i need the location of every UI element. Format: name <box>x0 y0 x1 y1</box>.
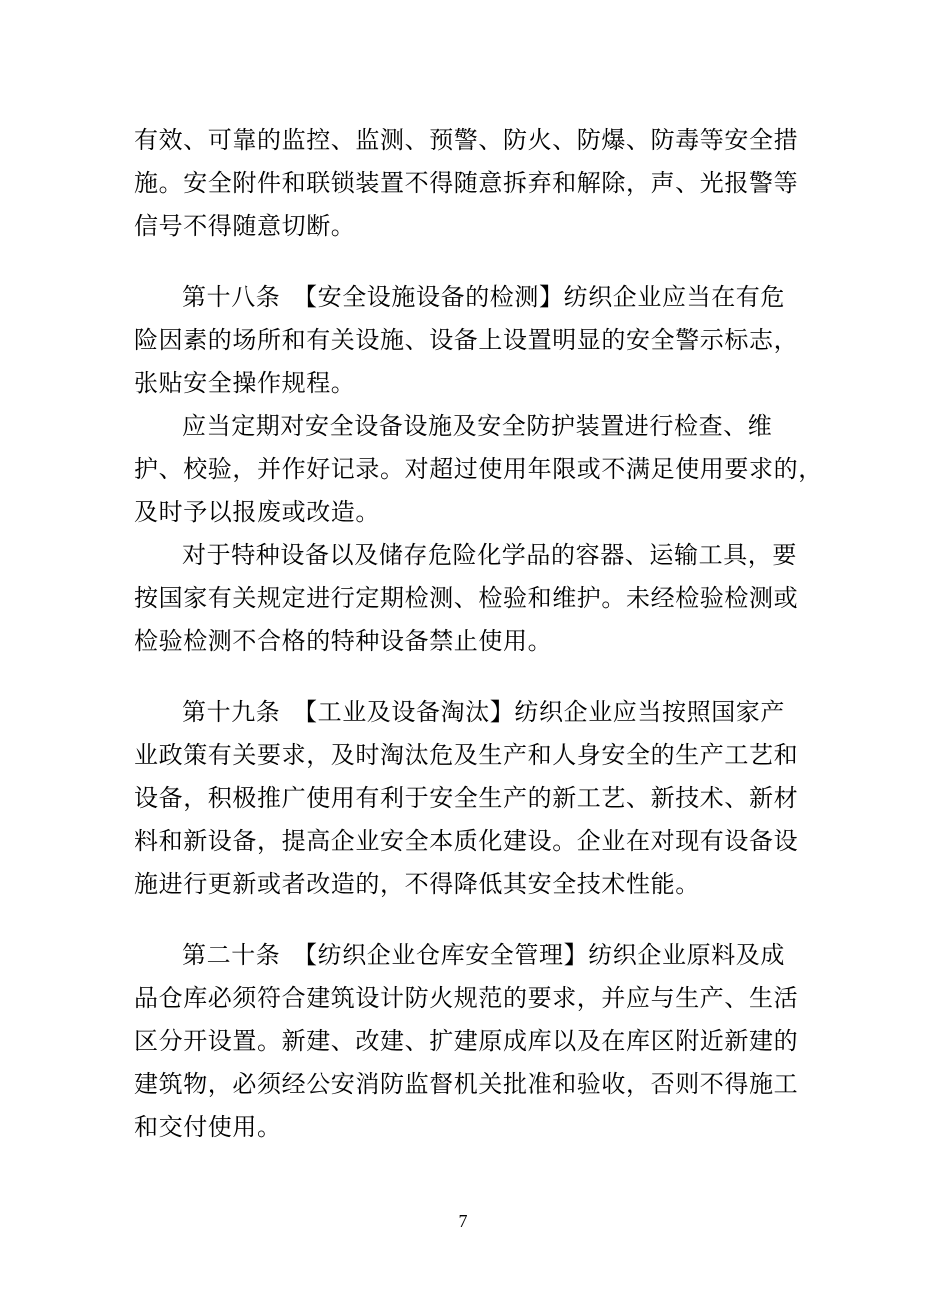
text-line: 品仓库必须符合建筑设计防火规范的要求，并应与生产、生活 <box>134 984 799 1012</box>
text-line: 及时予以报废或改造。 <box>134 498 380 526</box>
page-number: 7 <box>458 1211 468 1231</box>
text-line: 设备，积极推广使用有利于安全生产的新工艺、新技术、新材 <box>134 784 799 812</box>
text-line: 应当定期对安全设备设施及安全防护装置进行检查、维 <box>182 412 773 440</box>
text-line: 张贴安全操作规程。 <box>134 369 356 397</box>
text-line: 料和新设备，提高企业安全本质化建设。企业在对现有设备设 <box>134 827 799 855</box>
text-line: 按国家有关规定进行定期检测、检验和维护。未经检验检测或 <box>134 584 799 612</box>
text-line: 险因素的场所和有关设施、设备上设置明显的安全警示标志， <box>134 326 799 354</box>
text-line: 第十八条 【安全设施设备的检测】纺织企业应当在有危 <box>182 283 785 311</box>
text-line: 区分开设置。新建、改建、扩建原成库以及在库区附近新建的 <box>134 1027 799 1055</box>
text-line: 信号不得随意切断。 <box>134 212 356 240</box>
text-line: 业政策有关要求，及时淘汰危及生产和人身安全的生产工艺和 <box>134 741 799 769</box>
text-line: 施。安全附件和联锁装置不得随意拆弃和解除，声、光报警等 <box>134 169 799 197</box>
text-line: 对于特种设备以及储存危险化学品的容器、运输工具，要 <box>182 541 797 569</box>
text-line: 护、校验，并作好记录。对超过使用年限或不满足使用要求的， <box>134 455 823 483</box>
text-line: 施进行更新或者改造的，不得降低其安全技术性能。 <box>134 870 700 898</box>
text-line: 和交付使用。 <box>134 1113 282 1141</box>
text-line: 第二十条 【纺织企业仓库安全管理】纺织企业原料及成 <box>182 941 785 969</box>
text-line: 有效、可靠的监控、监测、预警、防火、防爆、防毒等安全措 <box>134 126 799 154</box>
text-line: 检验检测不合格的特种设备禁止使用。 <box>134 627 553 655</box>
text-line: 建筑物，必须经公安消防监督机关批准和验收，否则不得施工 <box>134 1070 799 1098</box>
text-line: 第十九条 【工业及设备淘汰】纺织企业应当按照国家产 <box>182 698 785 726</box>
